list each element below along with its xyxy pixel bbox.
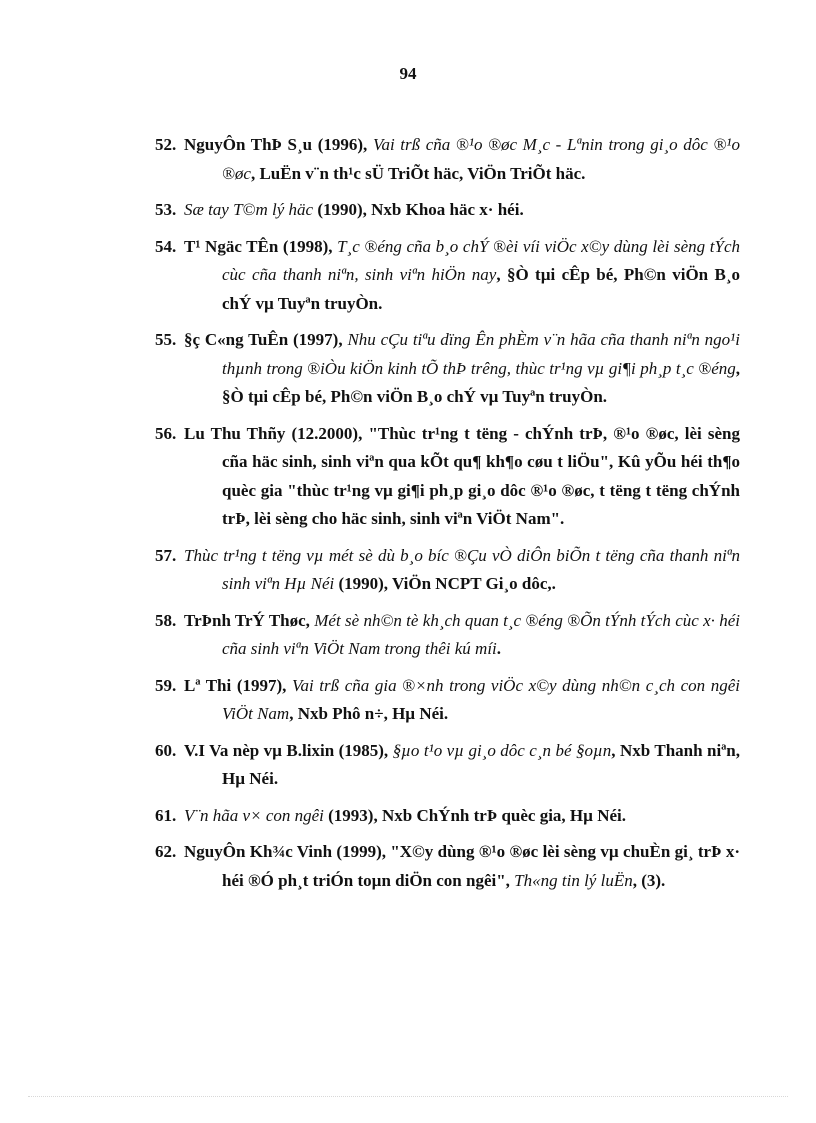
reference-number: 54. [155, 236, 177, 256]
reference-item [155, 131, 740, 188]
reference-item [155, 607, 740, 664]
reference-details: (1990), Nxb Khoa häc x· héi. [313, 200, 524, 219]
reference-text [184, 237, 740, 313]
reference-title: Vai trß cña gia ®×nh trong viÖc x©y dùng nh©n c¸ch con ngêi ViÖt Nam [222, 675, 741, 723]
reference-item [155, 542, 740, 599]
reference-author: §ç C«ng TuÊn (1997), [184, 330, 348, 349]
reference-text [184, 546, 740, 594]
reference-details: , §Ò tµi cÊp bé, Ph©n viÖn B¸o chÝ vµ Tuyªn truyÒn. [222, 358, 740, 406]
reference-title: V¨n hãa v× con ngêi [184, 805, 324, 825]
reference-number: 52. [155, 135, 177, 154]
reference-text [184, 676, 740, 724]
reference-text [184, 611, 740, 659]
reference-title: Sæ tay T©m lý häc [184, 200, 314, 219]
reference-text [184, 424, 740, 529]
reference-item [155, 802, 740, 831]
reference-item [155, 326, 740, 412]
reference-title: Thùc tr¹ng t tëng vµ mét sè dù b¸o bíc ®Çu vÒ diÔn biÕn t tëng cña thanh niªn sinh viªn Hµ Néi [184, 545, 740, 593]
reference-details: , Nxb Phô n÷, Hµ Néi. [289, 704, 449, 723]
reference-number: 55. [155, 330, 177, 349]
reference-text [184, 741, 740, 789]
reference-author: NguyÔn Kh¾c Vinh (1999), [184, 842, 391, 861]
reference-number: 62. [155, 842, 177, 861]
reference-details: , (3). [632, 870, 666, 890]
reference-author: T¹ Ngäc TÊn (1998), [184, 236, 338, 256]
reference-author: Lª Thi (1997), [184, 675, 292, 695]
reference-title: Nhu cÇu tiªu dïng Ên phÈm v¨n hãa cña thanh niªn ngo¹i thµnh trong ®iÒu kiÖn kinh tÕ thÞ trêng, thùc tr¹ng vµ gi¶i ph¸p t¸c ®éng [222, 330, 740, 378]
reference-number: 57. [155, 545, 177, 565]
reference-item [155, 737, 740, 794]
reference-item [155, 672, 740, 729]
reference-list [155, 131, 740, 903]
reference-item [155, 233, 740, 319]
reference-author: V.I Va nèp vµ B.lixin (1985), [184, 740, 393, 760]
reference-title: Th«ng tin lý luËn [514, 870, 633, 890]
reference-text [184, 135, 740, 183]
reference-item [155, 196, 740, 225]
reference-title: Mét sè nh©n tè kh¸ch quan t¸c ®éng ®Õn tÝnh tÝch cùc x· héi cña sinh viªn ViÖt Nam trong thêi kú míi [222, 610, 740, 658]
reference-number: 59. [155, 675, 177, 695]
reference-text [184, 842, 740, 890]
page-number: 94 [399, 64, 417, 83]
reference-details: "X©y dùng ®¹o ®øc lèi sèng vµ chuÈn gi¸ trÞ x· héi ®Ó ph¸t triÓn toµn diÖn con ngêi", [222, 842, 740, 890]
reference-details: . [496, 639, 502, 658]
reference-number: 60. [155, 740, 177, 760]
reference-title: T¸c ®éng cña b¸o chÝ ®èi víi viÖc x©y dùng lèi sèng tÝch cùc cña thanh niªn, sinh viªn hiÖn nay [222, 236, 740, 284]
reference-item [155, 838, 740, 895]
reference-details: "Thùc tr¹ng t tëng - chÝnh trÞ, ®¹o ®øc, lèi sèng cña häc sinh, sinh viªn qua kÕt qu¶ kh¶o cøu t liÖu", Kû yÕu héi th¶o quèc gia "thùc tr¹ng vµ gi¶i ph¸p gi¸o dôc ®¹o ®øc, t tëng t tëng chÝnh trÞ, lèi sèng cho häc sinh, sinh viªn ViÖt Nam". [222, 423, 740, 528]
reference-text [184, 806, 626, 825]
reference-title: Vai trß cña ®¹o ®øc M¸c - Lªnin trong gi¸o dôc ®¹o ®øc [222, 135, 740, 183]
reference-details: (1993), Nxb ChÝnh trÞ quèc gia, Hµ Néi. [323, 805, 626, 825]
reference-title: §µo t¹o vµ gi¸o dôc c¸n bé §oµn [392, 740, 612, 760]
reference-author: Lu Thu Thñy (12.2000), [184, 423, 369, 443]
reference-author: TrÞnh TrÝ Thøc, [184, 610, 315, 630]
reference-text [184, 200, 524, 219]
reference-number: 53. [155, 200, 177, 219]
footer-divider [28, 1096, 788, 1097]
reference-details: (1990), ViÖn NCPT Gi¸o dôc,. [334, 574, 556, 593]
reference-text [184, 330, 740, 406]
reference-number: 61. [155, 805, 177, 825]
reference-details: , §Ò tµi cÊp bé, Ph©n viÖn B¸o chÝ vµ Tuyªn truyÒn. [222, 265, 740, 313]
reference-author: NguyÔn ThÞ S¸u (1996), [184, 135, 373, 154]
reference-details: , LuËn v¨n th¹c sÜ TriÕt häc, ViÖn TriÕt häc. [250, 163, 586, 183]
reference-details: , Nxb Thanh niªn, Hµ Néi. [222, 740, 740, 788]
reference-number: 58. [155, 610, 177, 630]
reference-item [155, 420, 740, 534]
reference-number: 56. [155, 423, 177, 443]
